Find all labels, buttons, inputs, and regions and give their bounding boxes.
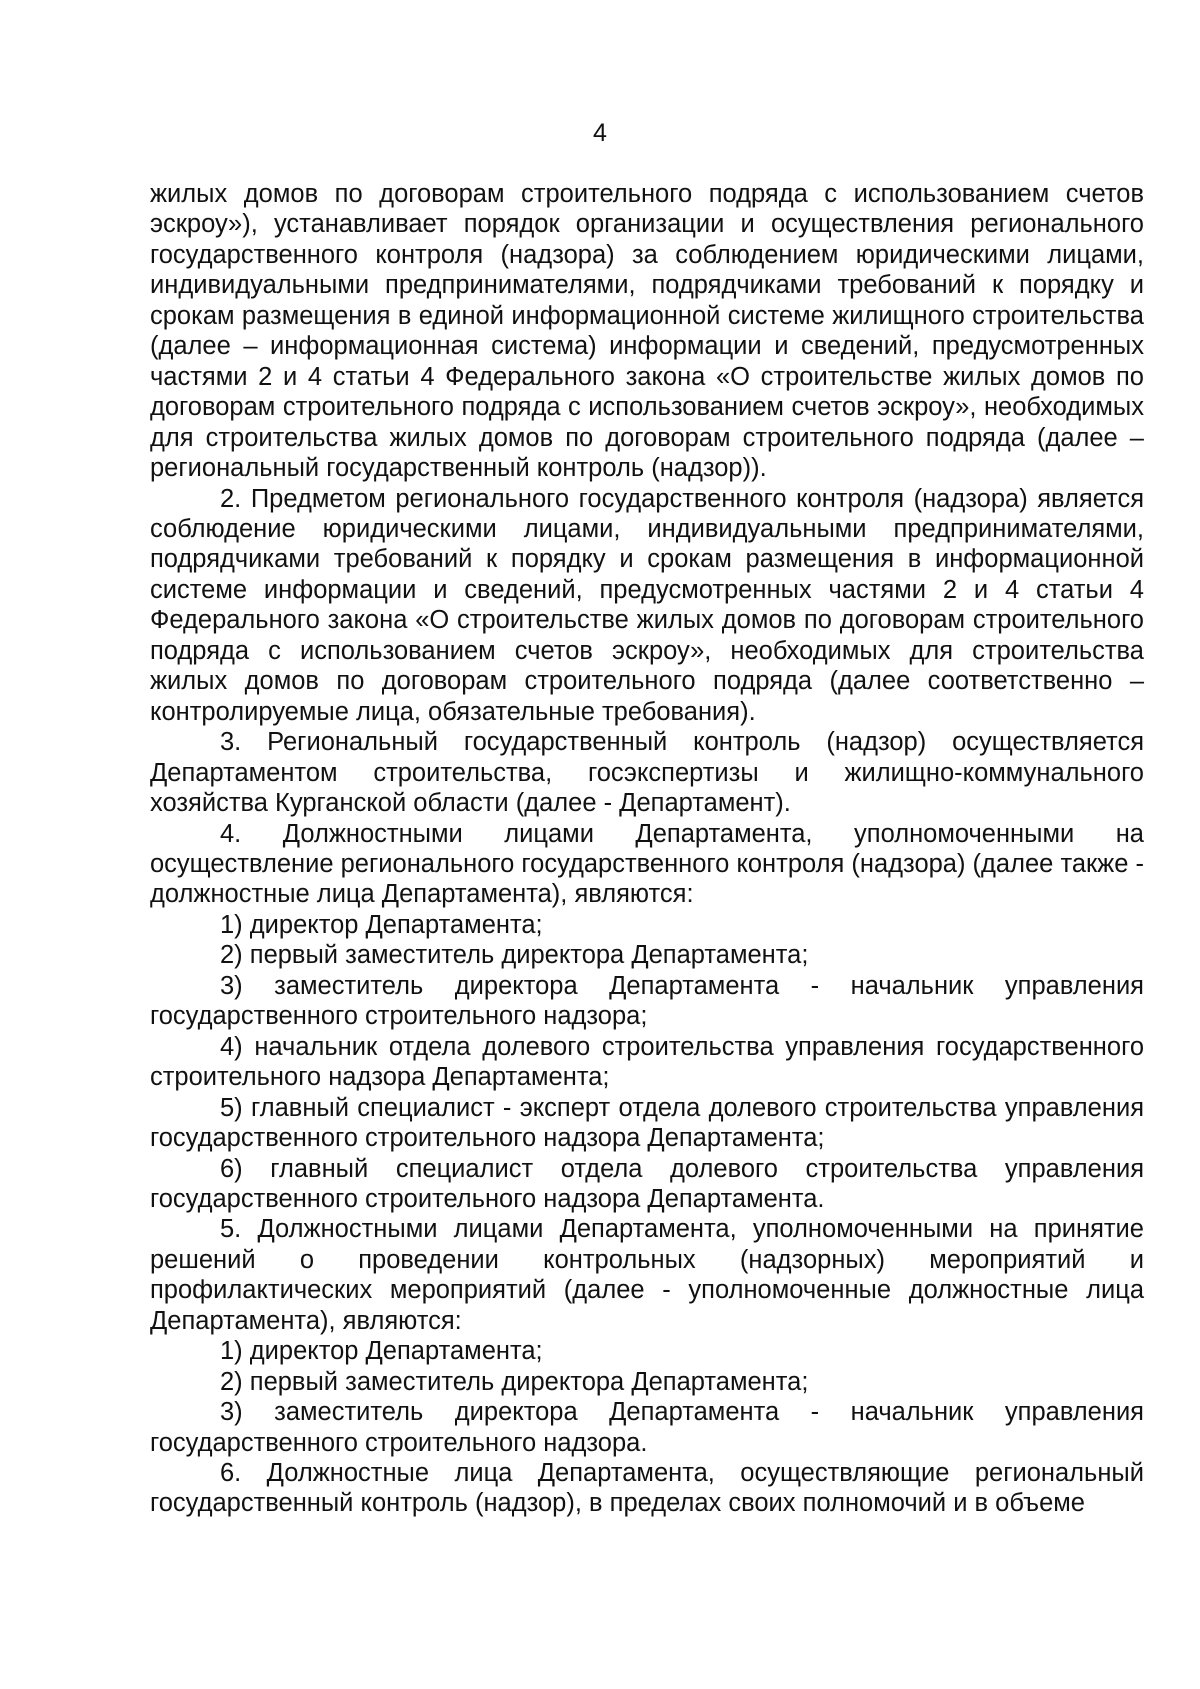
page-number: 4 [593,119,607,147]
list-item: 2) первый заместитель директора Департамента; [220,1367,809,1396]
paragraph-continuation: жилых домов по договорам строительного подряда с использованием счетов эскроу»), устанавливает порядок организации и осуществления регионального государственного контроля (надзора) за соблюдением юридическими лицами, индивидуальными предпринимателями, подрядчиками требований к порядку и срокам размещения в единой информационной системе жилищного строительства (далее – информационная система) информации и сведений, предусмотренных частями 2 и 4 статьи 4 Федерального закона «О строительстве жилых домов по договорам строительного подряда с использованием счетов эскроу», необходимых для строительства жилых домов по договорам строительного подряда (далее – региональный государственный контроль (надзор)). [150,180,1144,483]
document-body [150,179,1144,1519]
paragraph-item-3: 3. Региональный государственный контроль (надзор) осуществляется Департаментом строительства, госэкспертизы и жилищно-коммунального хозяйства Курганской области (далее - Департамент). [150,728,1144,818]
paragraph-item-2: 2. Предметом регионального государственного контроля (надзора) является соблюдение юридическими лицами, индивидуальными предпринимателями, подрядчиками требований к порядку и срокам размещения в информационной системе информации и сведений, предусмотренных частями 2 и 4 статьи 4 Федерального закона «О строительстве жилых домов по договорам строительного подряда с использованием счетов эскроу», необходимых для строительства жилых домов по договорам строительного подряда (далее соответственно – контролируемые лица, обязательные требования). [150,484,1144,726]
paragraph-item-5: 5. Должностными лицами Департамента, уполномоченными на принятие решений о проведении контрольных (надзорных) мероприятий и профилактических мероприятий (далее - уполномоченные должностные лица Департамента), являются: [150,1215,1144,1335]
list-item: 3) заместитель директора Департамента - начальник управления государственного строительного надзора. [150,1398,1144,1457]
list-item: 6) главный специалист отдела долевого строительства управления государственного строительного надзора Департамента. [150,1154,1144,1213]
list-item: 3) заместитель директора Департамента - начальник управления государственного строительного надзора; [150,971,1144,1031]
list-item: 5) главный специалист - эксперт отдела долевого строительства управления государственного строительного надзора Департамента; [150,1093,1144,1153]
paragraph-item-6: 6. Должностные лица Департамента, осуществляющие региональный государственный контроль (надзор), в пределах своих полномочий и в объеме [150,1459,1144,1518]
list-item: 1) директор Департамента; [220,1337,543,1366]
paragraph-item-4: 4. Должностными лицами Департамента, уполномоченными на осуществление регионального государственного контроля (надзора) (далее также - должностные лица Департамента), являются: [150,819,1144,909]
list-item: 4) начальник отдела долевого строительства управления государственного строительного надзора Департамента; [150,1032,1144,1092]
list-item: 2) первый заместитель директора Департамента; [220,941,809,970]
list-item: 1) директор Департамента; [220,910,543,939]
